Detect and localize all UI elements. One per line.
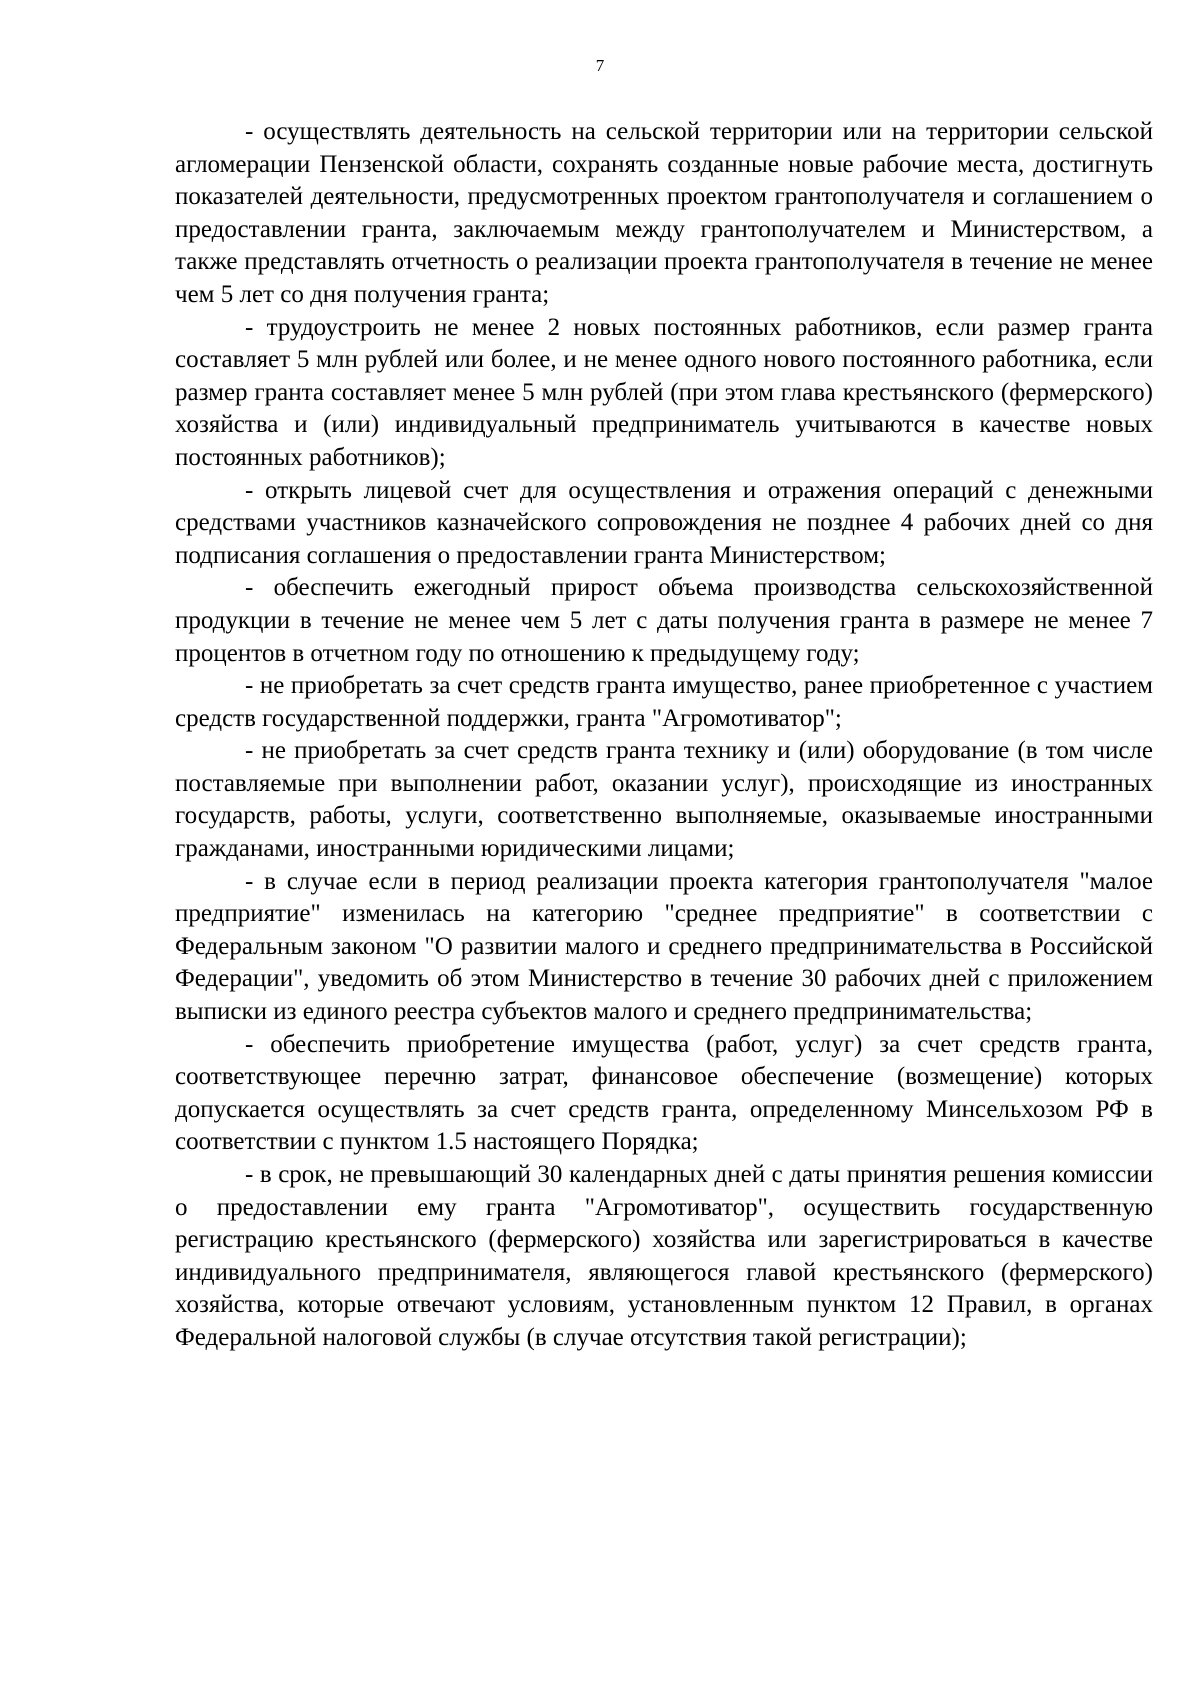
page-number: 7 [595, 56, 605, 75]
paragraph: - не приобретать за счет средств гранта технику и (или) оборудование (в том числе поставляемые при выполнении работ, оказании услуг), происходящие из иностранных государств, работы, услуги, соответственно выполняемые, оказываемые иностранными гражданами, иностранными юридическими лицами; [175, 737, 1153, 863]
paragraph: - осуществлять деятельность на сельской территории или на территории сельской агломерации Пензенской области, сохранять созданные новые рабочие места, достигнуть показателей деятельности, предусмотренных проектом грантополучателя и соглашением о предоставлении гранта, заключаемым между грантополучателем и Министерством, а также представлять отчетность о реализации проекта грантополучателя в течение не менее чем 5 лет со дня получения гранта; [175, 118, 1153, 308]
document-body [175, 116, 1153, 1355]
paragraph: - трудоустроить не менее 2 новых постоянных работников, если размер гранта составляет 5 млн рублей или более, и не менее одного нового постоянного работника, если размер гранта составляет менее 5 млн рублей (при этом глава крестьянского (фермерского) хозяйства и (или) индивидуальный предприниматель учитываются в качестве новых постоянных работников); [175, 313, 1153, 471]
paragraph: - обеспечить ежегодный прирост объема производства сельскохозяйственной продукции в течение не менее чем 5 лет с даты получения гранта в размере не менее 7 процентов в отчетном году по отношению к предыдущему году; [175, 574, 1153, 667]
paragraph: - не приобретать за счет средств гранта имущество, ранее приобретенное с участием средств государственной поддержки, гранта "Агромотиватор"; [175, 672, 1153, 732]
paragraph: - обеспечить приобретение имущества (работ, услуг) за счет средств гранта, соответствующее перечню затрат, финансовое обеспечение (возмещение) которых допускается осуществлять за счет средств гранта, определенному Минсельхозом РФ в соответствии с пунктом 1.5 настоящего Порядка; [175, 1030, 1153, 1156]
paragraph: - в срок, не превышающий 30 календарных дней с даты принятия решения комиссии о предоставлении ему гранта "Агромотиватор", осуществить государственную регистрацию крестьянского (фермерского) хозяйства или зарегистрироваться в качестве индивидуального предпринимателя, являющегося главой крестьянского (фермерского) хозяйства, которые отвечают условиям, установленным пунктом 12 Правил, в органах Федеральной налоговой службы (в случае отсутствия такой регистрации); [175, 1161, 1153, 1351]
paragraph: - в случае если в период реализации проекта категория грантополучателя "малое предприятие" изменилась на категорию "среднее предприятие" в соответствии с Федеральным законом "О развитии малого и среднего предпринимательства в Российской Федерации", уведомить об этом Министерство в течение 30 рабочих дней с приложением выписки из единого реестра субъектов малого и среднего предпринимательства; [175, 867, 1153, 1026]
paragraph: - открыть лицевой счет для осуществления и отражения операций с денежными средствами участников казначейского сопровождения не позднее 4 рабочих дней со дня подписания соглашения о предоставлении гранта Министерством; [175, 476, 1153, 569]
